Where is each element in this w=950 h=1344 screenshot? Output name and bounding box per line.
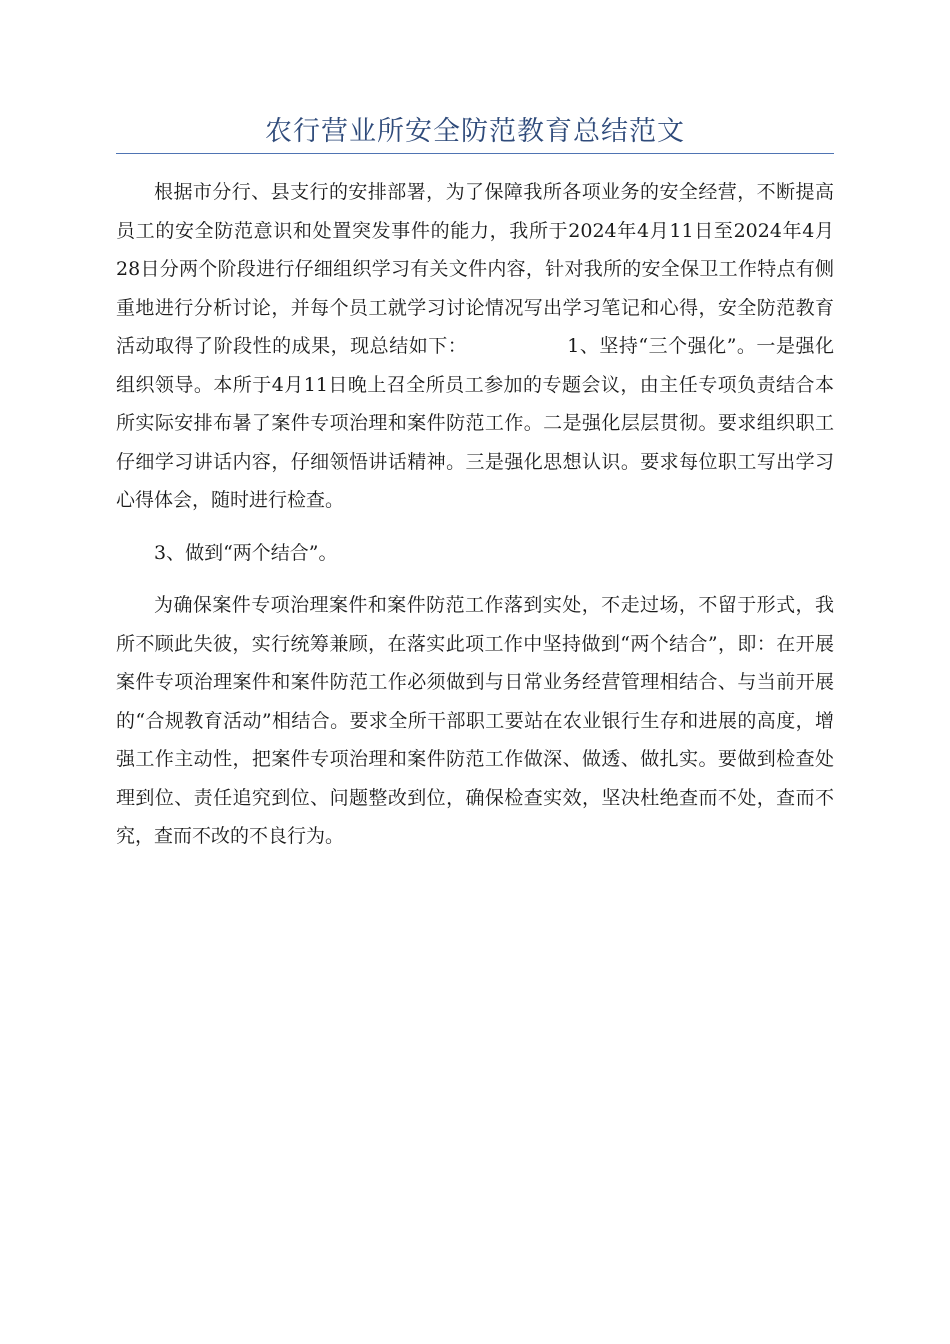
section-1-text: 1、坚持“三个强化”。一是强化组织领导。本所于4月11日晚上召全所员工参加的专题会议，由主任专项负责结合本所实际安排布暑了案件专项治理和案件防范工作。二是强化层层贯彻。要求组织职工仔细学习讲话内容，仔细领悟讲话精神。三是强化思想认识。要求每位职工写出学习心得体会，随时进行检查。 [116,335,834,511]
document-body [116,173,834,856]
title-underline [116,153,834,154]
section-3-heading: 3、做到“两个结合”。 [154,541,338,564]
document-title: 农行营业所安全防范教育总结范文 [265,116,685,147]
section-3-paragraph: 为确保案件专项治理案件和案件防范工作落到实处，不走过场，不留于形式，我所不顾此失彼，实行统筹兼顾，在落实此项工作中坚持做到“两个结合”，即：在开展案件专项治理案件和案件防范工作必须做到与日常业务经营管理相结合、与当前开展的“合规教育活动”相结合。要求全所干部职工要站在农业银行生存和进展的高度，增强工作主动性，把案件专项治理和案件防范工作做深、做透、做扎实。要做到检查处理到位、责任追究到位、问题整改到位，确保检查实效，坚决杜绝查而不处，查而不究，查而不改的不良行为。 [116,594,834,847]
intro-text: 根据市分行、县支行的安排部署，为了保障我所各项业务的安全经营，不断提高员工的安全防范意识和处置突发事件的能力，我所于2024年4月11日至2024年4月28日分两个阶段进行仔细组织学习有关文件内容，针对我所的安全保卫工作特点有侧重地进行分析讨论，并每个员工就学习讨论情况写出学习笔记和心得，安全防范教育活动取得了阶段性的成果，现总结如下： [116,181,834,357]
intro-paragraph [116,173,834,520]
